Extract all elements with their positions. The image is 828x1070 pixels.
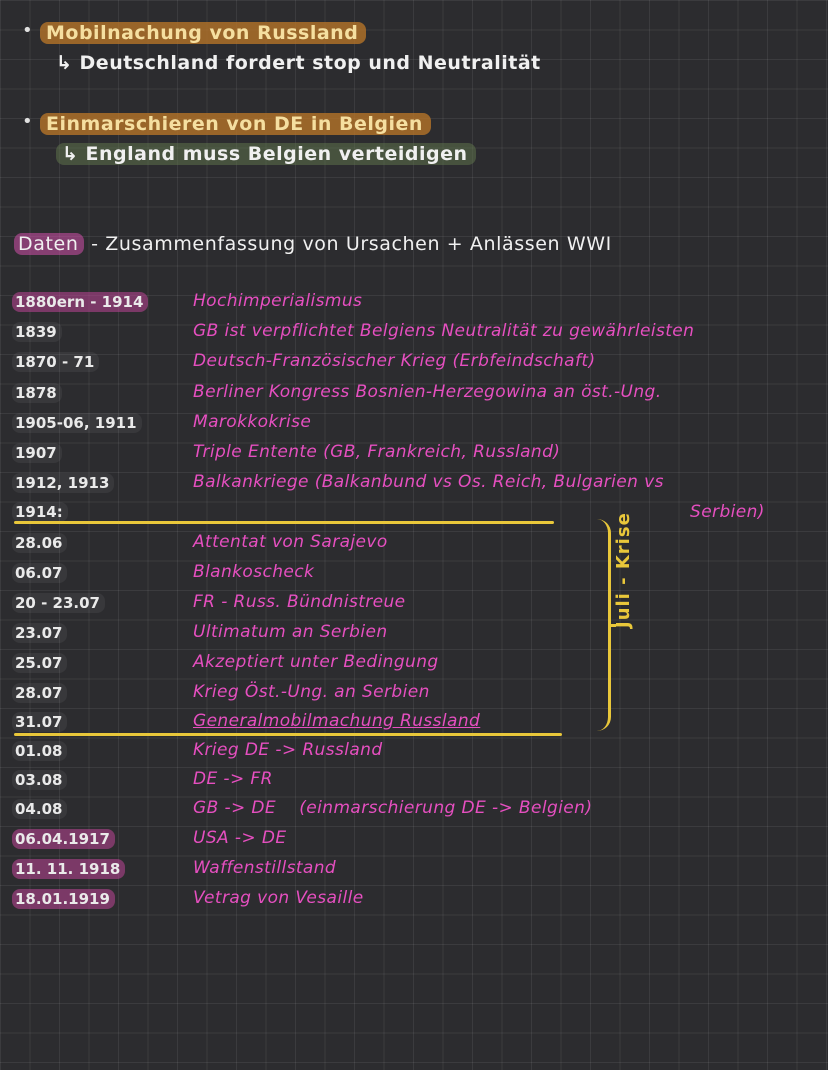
intro-title-1: Mobilnachung von Russland: [40, 22, 366, 44]
intro-title-2: Einmarschieren von DE in Belgien: [40, 113, 431, 135]
event-1880: Hochimperialismus: [193, 291, 363, 311]
date-1912: 1912, 1913: [12, 473, 114, 493]
event-2806: Attentat von Sarajevo: [193, 532, 388, 552]
event-1905: Marokkokrise: [193, 412, 312, 432]
section-title-highlight: Daten: [14, 233, 84, 255]
event-1870: Deutsch-Französischer Krieg (Erbfeindschaft): [193, 351, 596, 371]
event-1914-continuation: Serbien): [690, 502, 765, 522]
date-1880: 1880ern - 1914: [12, 292, 148, 312]
event-2307: Ultimatum an Serbien: [193, 622, 388, 642]
date-2507: 25.07: [12, 653, 67, 673]
bullet-2: •: [22, 111, 33, 132]
date-1878: 1878: [12, 383, 62, 403]
event-0408: GB -> DE (einmarschierung DE -> Belgien): [193, 798, 593, 818]
date-1914: 1914:: [12, 502, 68, 522]
event-1912: Balkankriege (Balkanbund vs Os. Reich, Bulgarien vs: [193, 472, 664, 492]
date-1917: 06.04.1917: [12, 829, 115, 849]
intro-sub-1: ↳ Deutschland fordert stop und Neutralität: [56, 52, 541, 74]
date-2807: 28.07: [12, 683, 67, 703]
bullet-1: •: [22, 20, 33, 41]
event-1878: Berliner Kongress Bosnien-Herzegowina an öst.-Ung.: [193, 382, 662, 402]
event-1919: Vetrag von Vesaille: [193, 888, 364, 908]
event-1917: USA -> DE: [193, 828, 287, 848]
date-0607: 06.07: [12, 563, 67, 583]
divider-top: [14, 521, 554, 524]
event-0308: DE -> FR: [193, 769, 273, 789]
date-1907: 1907: [12, 443, 62, 463]
event-1918: Waffenstillstand: [193, 858, 337, 878]
event-2507: Akzeptiert unter Bedingung: [193, 652, 439, 672]
date-1839: 1839: [12, 322, 62, 342]
event-1839: GB ist verpflichtet Belgiens Neutralität zu gewährleisten: [193, 321, 695, 341]
event-0108: Krieg DE -> Russland: [193, 740, 383, 760]
section-title-rest: - Zusammenfassung von Ursachen + Anlässen WWI: [91, 233, 612, 255]
date-1870: 1870 - 71: [12, 352, 99, 372]
section-title: [14, 233, 612, 255]
date-1918: 11. 11. 1918: [12, 859, 125, 879]
juli-krise-label: Juli - Krise: [613, 512, 634, 628]
date-1919: 18.01.1919: [12, 889, 115, 909]
date-2307: 23.07: [12, 623, 67, 643]
date-2806: 28.06: [12, 533, 67, 553]
event-2023: FR - Russ. Bündnistreue: [193, 592, 406, 612]
date-2023: 20 - 23.07: [12, 593, 105, 613]
event-2807: Krieg Öst.-Ung. an Serbien: [193, 682, 430, 702]
date-0108: 01.08: [12, 741, 67, 761]
date-0308: 03.08: [12, 770, 67, 790]
date-1905: 1905-06, 1911: [12, 413, 142, 433]
divider-bottom: [14, 733, 562, 736]
event-3107: Generalmobilmachung Russland: [193, 711, 481, 731]
date-3107: 31.07: [12, 712, 67, 732]
event-0607: Blankoscheck: [193, 562, 315, 582]
date-0408: 04.08: [12, 799, 67, 819]
intro-sub-2: ↳ England muss Belgien verteidigen: [56, 143, 476, 165]
event-1907: Triple Entente (GB, Frankreich, Russland): [193, 442, 561, 462]
